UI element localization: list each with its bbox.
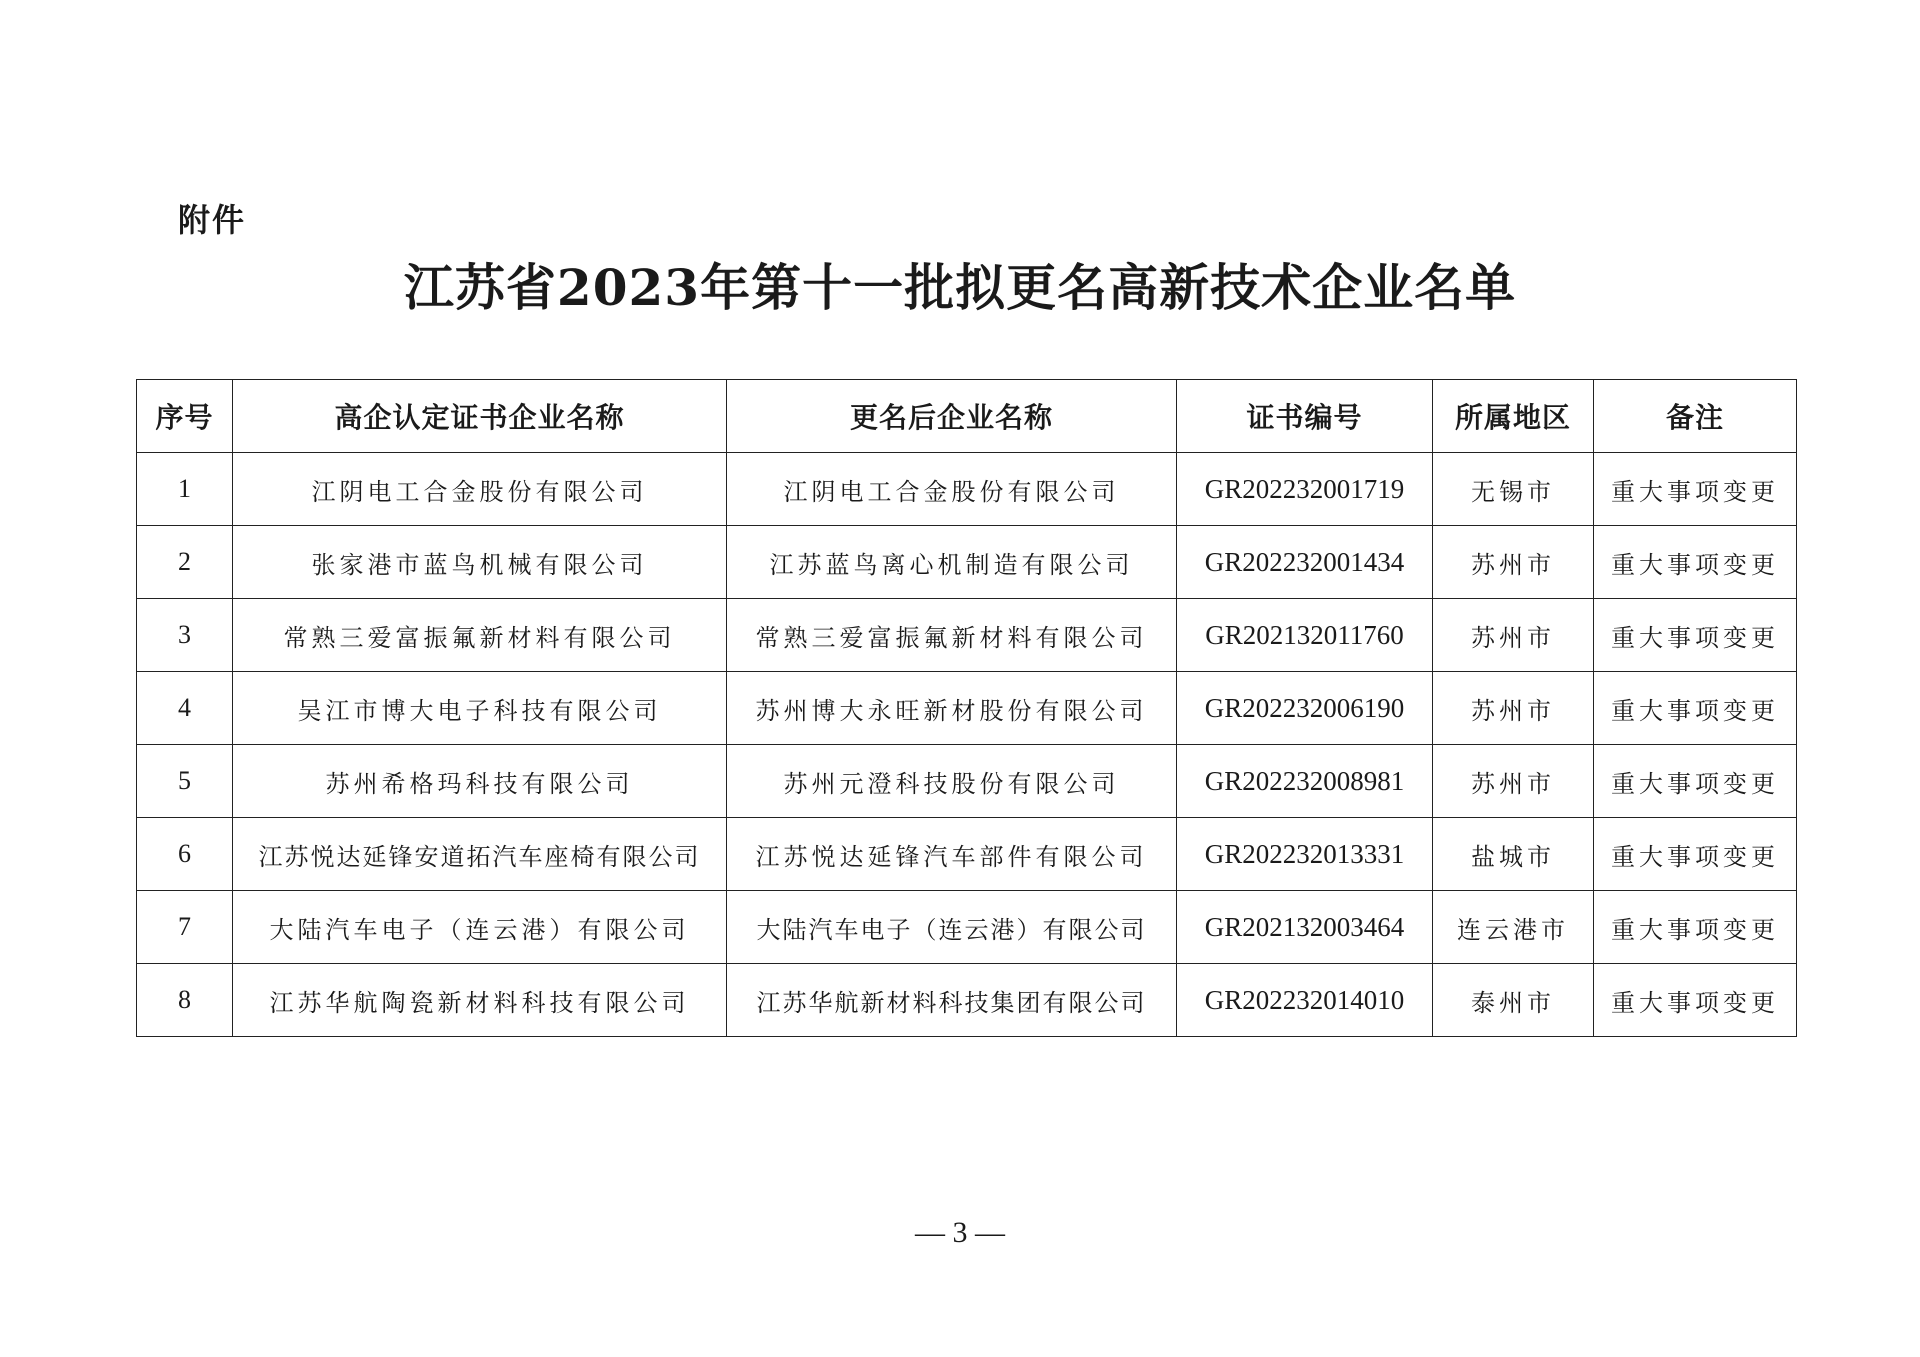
- cell-new-name: 苏州博大永旺新材股份有限公司: [727, 672, 1177, 745]
- header-old-name: 高企认定证书企业名称: [233, 380, 727, 453]
- table-row: [137, 964, 1797, 1037]
- header-note: 备注: [1594, 380, 1797, 453]
- cell-seq: 4: [137, 672, 233, 745]
- cell-seq: 1: [137, 453, 233, 526]
- table-header-row: [137, 380, 1797, 453]
- document-title: 江苏省2023年第十一批拟更名高新技术企业名单: [403, 258, 1517, 317]
- table-row: [137, 891, 1797, 964]
- header-seq: 序号: [137, 380, 233, 453]
- cell-cert: GR202132011760: [1177, 599, 1433, 672]
- cell-seq: 2: [137, 526, 233, 599]
- cell-new-name: 江苏华航新材料科技集团有限公司: [727, 964, 1177, 1037]
- cell-cert: GR202232014010: [1177, 964, 1433, 1037]
- cell-seq: 7: [137, 891, 233, 964]
- cell-cert: GR202232013331: [1177, 818, 1433, 891]
- cell-old-name: 吴江市博大电子科技有限公司: [233, 672, 727, 745]
- cell-note: 重大事项变更: [1594, 672, 1797, 745]
- cell-cert: GR202232006190: [1177, 672, 1433, 745]
- cell-new-name: 大陆汽车电子（连云港）有限公司: [727, 891, 1177, 964]
- cell-old-name: 江苏华航陶瓷新材料科技有限公司: [233, 964, 727, 1037]
- cell-old-name: 大陆汽车电子（连云港）有限公司: [233, 891, 727, 964]
- cell-note: 重大事项变更: [1594, 818, 1797, 891]
- cell-region: 苏州市: [1433, 672, 1594, 745]
- cell-seq: 8: [137, 964, 233, 1037]
- cell-seq: 5: [137, 745, 233, 818]
- cell-region: 苏州市: [1433, 526, 1594, 599]
- cell-old-name: 张家港市蓝鸟机械有限公司: [233, 526, 727, 599]
- cell-region: 连云港市: [1433, 891, 1594, 964]
- enterprise-rename-table: [136, 379, 1797, 1037]
- table-row: [137, 599, 1797, 672]
- cell-old-name: 江阴电工合金股份有限公司: [233, 453, 727, 526]
- cell-old-name: 江苏悦达延锋安道拓汽车座椅有限公司: [233, 818, 727, 891]
- cell-old-name: 常熟三爱富振氟新材料有限公司: [233, 599, 727, 672]
- cell-seq: 6: [137, 818, 233, 891]
- cell-note: 重大事项变更: [1594, 745, 1797, 818]
- cell-cert: GR202232008981: [1177, 745, 1433, 818]
- cell-region: 苏州市: [1433, 745, 1594, 818]
- cell-new-name: 苏州元澄科技股份有限公司: [727, 745, 1177, 818]
- cell-new-name: 江苏悦达延锋汽车部件有限公司: [727, 818, 1177, 891]
- attachment-label: 附件: [178, 201, 247, 239]
- cell-cert: GR202232001434: [1177, 526, 1433, 599]
- table-row: [137, 526, 1797, 599]
- cell-new-name: 常熟三爱富振氟新材料有限公司: [727, 599, 1177, 672]
- table-row: [137, 672, 1797, 745]
- cell-old-name: 苏州希格玛科技有限公司: [233, 745, 727, 818]
- cell-new-name: 江阴电工合金股份有限公司: [727, 453, 1177, 526]
- cell-note: 重大事项变更: [1594, 891, 1797, 964]
- table-row: [137, 818, 1797, 891]
- cell-cert: GR202132003464: [1177, 891, 1433, 964]
- cell-region: 盐城市: [1433, 818, 1594, 891]
- header-cert: 证书编号: [1177, 380, 1433, 453]
- table-row: [137, 745, 1797, 818]
- cell-region: 无锡市: [1433, 453, 1594, 526]
- cell-cert: GR202232001719: [1177, 453, 1433, 526]
- cell-region: 苏州市: [1433, 599, 1594, 672]
- page-number: — 3 —: [915, 1216, 1005, 1249]
- header-new-name: 更名后企业名称: [727, 380, 1177, 453]
- cell-note: 重大事项变更: [1594, 964, 1797, 1037]
- cell-new-name: 江苏蓝鸟离心机制造有限公司: [727, 526, 1177, 599]
- cell-note: 重大事项变更: [1594, 526, 1797, 599]
- cell-note: 重大事项变更: [1594, 599, 1797, 672]
- header-region: 所属地区: [1433, 380, 1594, 453]
- cell-region: 泰州市: [1433, 964, 1594, 1037]
- cell-note: 重大事项变更: [1594, 453, 1797, 526]
- cell-seq: 3: [137, 599, 233, 672]
- table-row: [137, 453, 1797, 526]
